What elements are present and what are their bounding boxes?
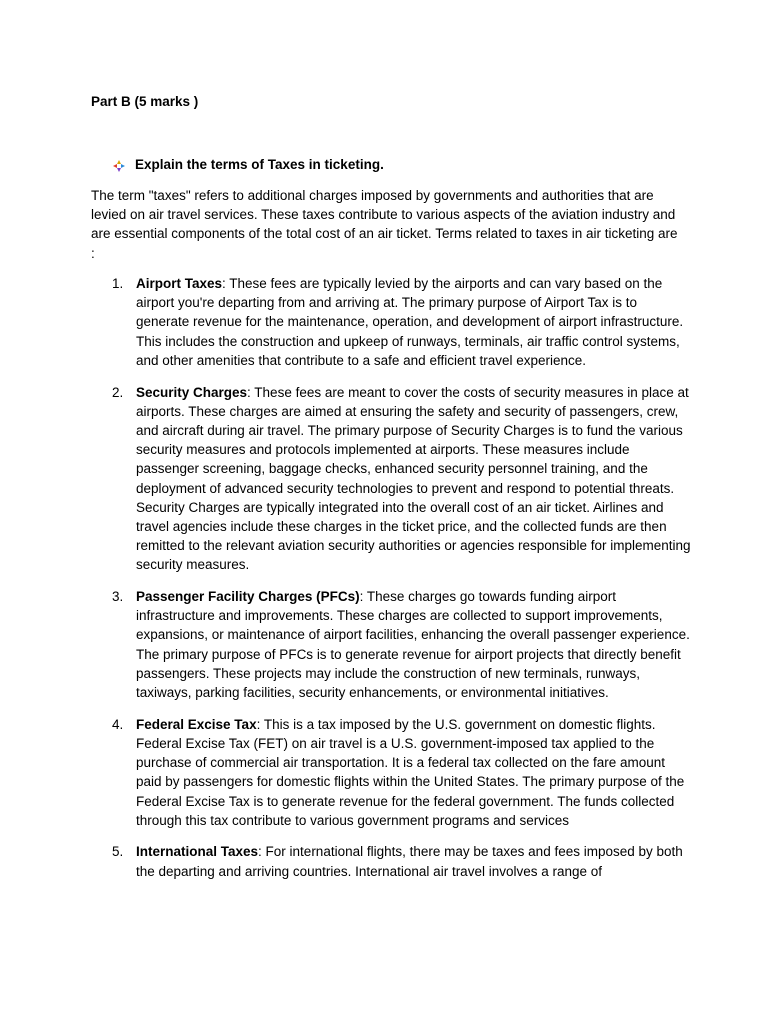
list-item xyxy=(91,587,691,702)
list-item xyxy=(91,715,691,830)
term-description: : These fees are meant to cover the costs of security measures in place at airports. These charges are aimed at ensuring the safety and security of passengers, crew, and aircraft during air travel. The primary purpose of Security Charges is to fund the various security measures and protocols implemented at airports. These measures include passenger screening, baggage checks, enhanced security personnel training, and the deployment of advanced security technologies to prevent and respond to potential threats. Security Charges are typically integrated into the overall cost of an air ticket. Airlines and travel agencies include these charges in the ticket price, and the collected funds are then remitted to the relevant aviation security authorities or agencies responsible for implementing security measures. xyxy=(136,384,691,573)
question-text: Explain the terms of Taxes in ticketing. xyxy=(135,157,384,172)
term-description: : This is a tax imposed by the U.S. government on domestic flights. Federal Excise Tax (FET) on air travel is a U.S. government-imposed tax applied to the purchase of commercial air transportation. It is a federal tax collected on the fare amount paid by passengers for domestic flights within the United States. The primary purpose of the Federal Excise Tax is to generate revenue for the federal government. The funds collected through this tax contribute to various government programs and services xyxy=(136,716,685,828)
list-item-number: 3. xyxy=(112,589,124,605)
intro-paragraph: The term "taxes" refers to additional charges imposed by governments and authorities that are levied on air travel services. These taxes contribute to various aspects of the aviation industry and are essential components of the total cost of an air ticket. Terms related to taxes in air ticketing are : xyxy=(91,188,678,261)
list-item xyxy=(91,842,691,880)
term-name: Airport Taxes xyxy=(136,276,223,291)
term-description: : For international flights, there may be taxes and fees imposed by both the departing and arriving countries. International air travel involves a range of xyxy=(136,844,683,879)
list-item-number: 4. xyxy=(112,716,124,732)
list-item-number: 5. xyxy=(112,844,124,860)
list-item xyxy=(91,274,691,370)
four-arrow-bullet-icon xyxy=(113,159,125,171)
question-bullet-row xyxy=(113,156,384,174)
term-name: Passenger Facility Charges (PFCs) xyxy=(136,589,360,605)
tax-terms-list xyxy=(91,274,691,893)
term-description: : These fees are typically levied by the airports and can vary based on the airport you're departing from and arriving at. The primary purpose of Airport Tax is to generate revenue for the maintenance, operation, and development of airport infrastructure. This includes the construction and upkeep of runways, terminals, air traffic control systems, and other amenities that contribute to a safe and efficient travel experience. xyxy=(136,276,684,368)
list-item-number: 1. xyxy=(112,276,124,291)
term-name: Security Charges xyxy=(136,384,248,400)
term-description: : These charges go towards funding airport infrastructure and improvements. These charges are collected to support improvements, expansions, or maintenance of airport facilities, enhancing the overall passenger experience. The primary purpose of PFCs is to generate revenue for airport projects that directly benefit passengers. These projects may include the construction of new terminals, runways, taxiways, parking facilities, security enhancements, or environmental initiatives. xyxy=(136,589,690,701)
term-name: Federal Excise Tax xyxy=(136,716,257,732)
term-name: International Taxes xyxy=(136,844,259,860)
list-item-number: 2. xyxy=(112,384,124,400)
part-heading: Part B (5 marks ) xyxy=(91,94,199,109)
list-item xyxy=(91,383,691,575)
